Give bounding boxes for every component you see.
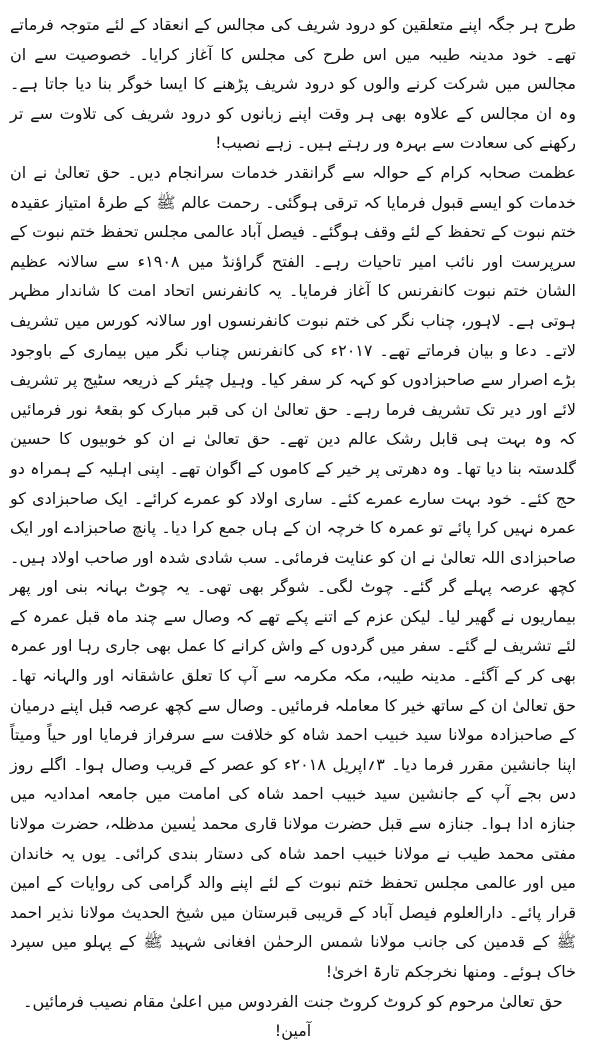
closing-prayer-line: [10, 987, 576, 1046]
article-paragraph-2: عظمت صحابہ کرام کے حوالہ سے گرانقدر خدمات سرانجام دیں۔ حق تعالیٰ نے ان خدمات کو ایسے قبول فرمایا کہ ترقی ہوگئی۔ رحمت عالم ﷺ کے طرۂ امتیاز عقیدہ ختم نبوت کے تحفظ کے لئے وقف ہوگئے۔ فیصل آباد عالمی مجلس تحفظ ختم نبوت کے سرپرست اور نائب امیر تاحیات رہے۔ الفتح گراؤنڈ میں ۱۹۰۸ء سے سالانہ عظیم الشان ختم نبوت کانفرنس کا آغاز فرمایا۔ یہ کانفرنس اتحاد امت کا شاندار مظہر ہوتی ہے۔ لاہور، چناب نگر کی ختم نبوت کانفرنسوں اور سالانہ کورس میں تشریف لاتے۔ دعا و بیان فرماتے تھے۔ ۲۰۱۷ء کی کانفرنس چناب نگر میں بیماری کے باوجود بڑے اصرار سے صاحبزادوں کو کہہ کر سفر کیا۔ وہیل چیئر کے ذریعہ سٹیج پر تشریف لائے اور دیر تک تشریف فرما رہے۔ حق تعالیٰ ان کی قبر مبارک کو بقعۂ نور فرمائیں کہ وہ بہت ہی قابل رشک عالم دین تھے۔ حق تعالیٰ نے ان کو خوبیوں کا حسین گلدستہ بنا دیا تھا۔ وہ دھرتی پر خیر کے کاموں کے اگوان تھے۔ اپنی اہلیہ کے ہمراہ دو حج کئے۔ خود بہت سارے عمرے کئے۔ ساری اولاد کو عمرے کرائے۔ ایک صاحبزادی کو عمرہ نہیں کرا پائے تو عمرہ کا خرچہ ان کے ہاں جمع کرا دیا۔ پانچ صاحبزادے اور ایک صاحبزادی اللہ تعالیٰ نے ان کو عنایت فرمائی۔ سب شادی شدہ اور صاحب اولاد ہیں۔ کچھ عرصہ پہلے گر گئے۔ چوٹ لگی۔ شوگر بھی تھی۔ یہ چوٹ بہانہ بنی اور پھر بیماریوں نے گھیر لیا۔ لیکن عزم کے اتنے پکے تھے کہ وصال سے چند ماہ قبل عمرہ کے لئے تشریف لے گئے۔ سفر میں گردوں کے واش کرانے کا عمل بھی جاری رہا اور عمرہ بھی کر کے آگئے۔ مدینہ طیبہ، مکہ مکرمہ سے آپ کا تعلق عاشقانہ اور والہانہ تھا۔ حق تعالیٰ ان کے ساتھ خیر کا معاملہ فرمائیں۔ وصال سے کچھ عرصہ قبل اپنے درمیان کے صاحبزادہ مولانا سید خبیب احمد شاہ کو خلافت سے سرفراز فرمایا اور حیاً ومیتاً اپنا جانشین مقرر فرما دیا۔ ۳؍اپریل ۲۰۱۸ء کو عصر کے قریب وصال ہوا۔ اگلے روز دس بجے آپ کے جانشین سید خبیب احمد شاہ کی امامت میں جامعہ امدادیہ میں جنازہ ادا ہوا۔ جنازہ سے قبل حضرت مولانا قاری محمد یٰسین مدظلہ، حضرت مولانا مفتی محمد طیب نے مولانا خبیب احمد شاہ کی دستار بندی کرائی۔ یوں یہ خاندان میں اور عالمی مجلس تحفظ ختم نبوت کے لئے اپنے والد گرامی کی روایات کے امین قرار پائے۔ دارالعلوم فیصل آباد کے قریبی قبرستان میں شیخ الحدیث مولانا نذیر احمد ﷺ کے قدمین کی جانب مولانا شمس الرحمٰن افغانی شہید ﷺ کے پہلو میں سپرد خاک ہوئے۔ ومنھا نخرجکم تارۃ اخریٰ!: [10, 162, 577, 981]
closing-prayer-text: حق تعالیٰ مرحوم کو کروٹ کروٹ جنت الفردوس میں اعلیٰ مقام نصیب فرمائیں۔ آمین!: [23, 991, 563, 1041]
article-paragraph-1: طرح ہر جگہ اپنے متعلقین کو درود شریف کی مجالس کے انعقاد کے لئے متوجہ فرماتے تھے۔ خود مدینہ طیبہ میں اس طرح کی مجلس کا آغاز کرایا۔ خصوصیت سے ان مجالس میں شرکت کرنے والوں کو درود شریف پڑھنے کا ایسا خوگر بنا دیا جاتا ہے۔ وہ ان مجالس کے علاوہ بھی ہر وقت اپنے زبانوں کو درود شریف کی تلاوت سے تر رکھنے کی سعادت سے بہرہ ور رہتے ہیں۔ زہے نصیب!: [10, 15, 576, 153]
